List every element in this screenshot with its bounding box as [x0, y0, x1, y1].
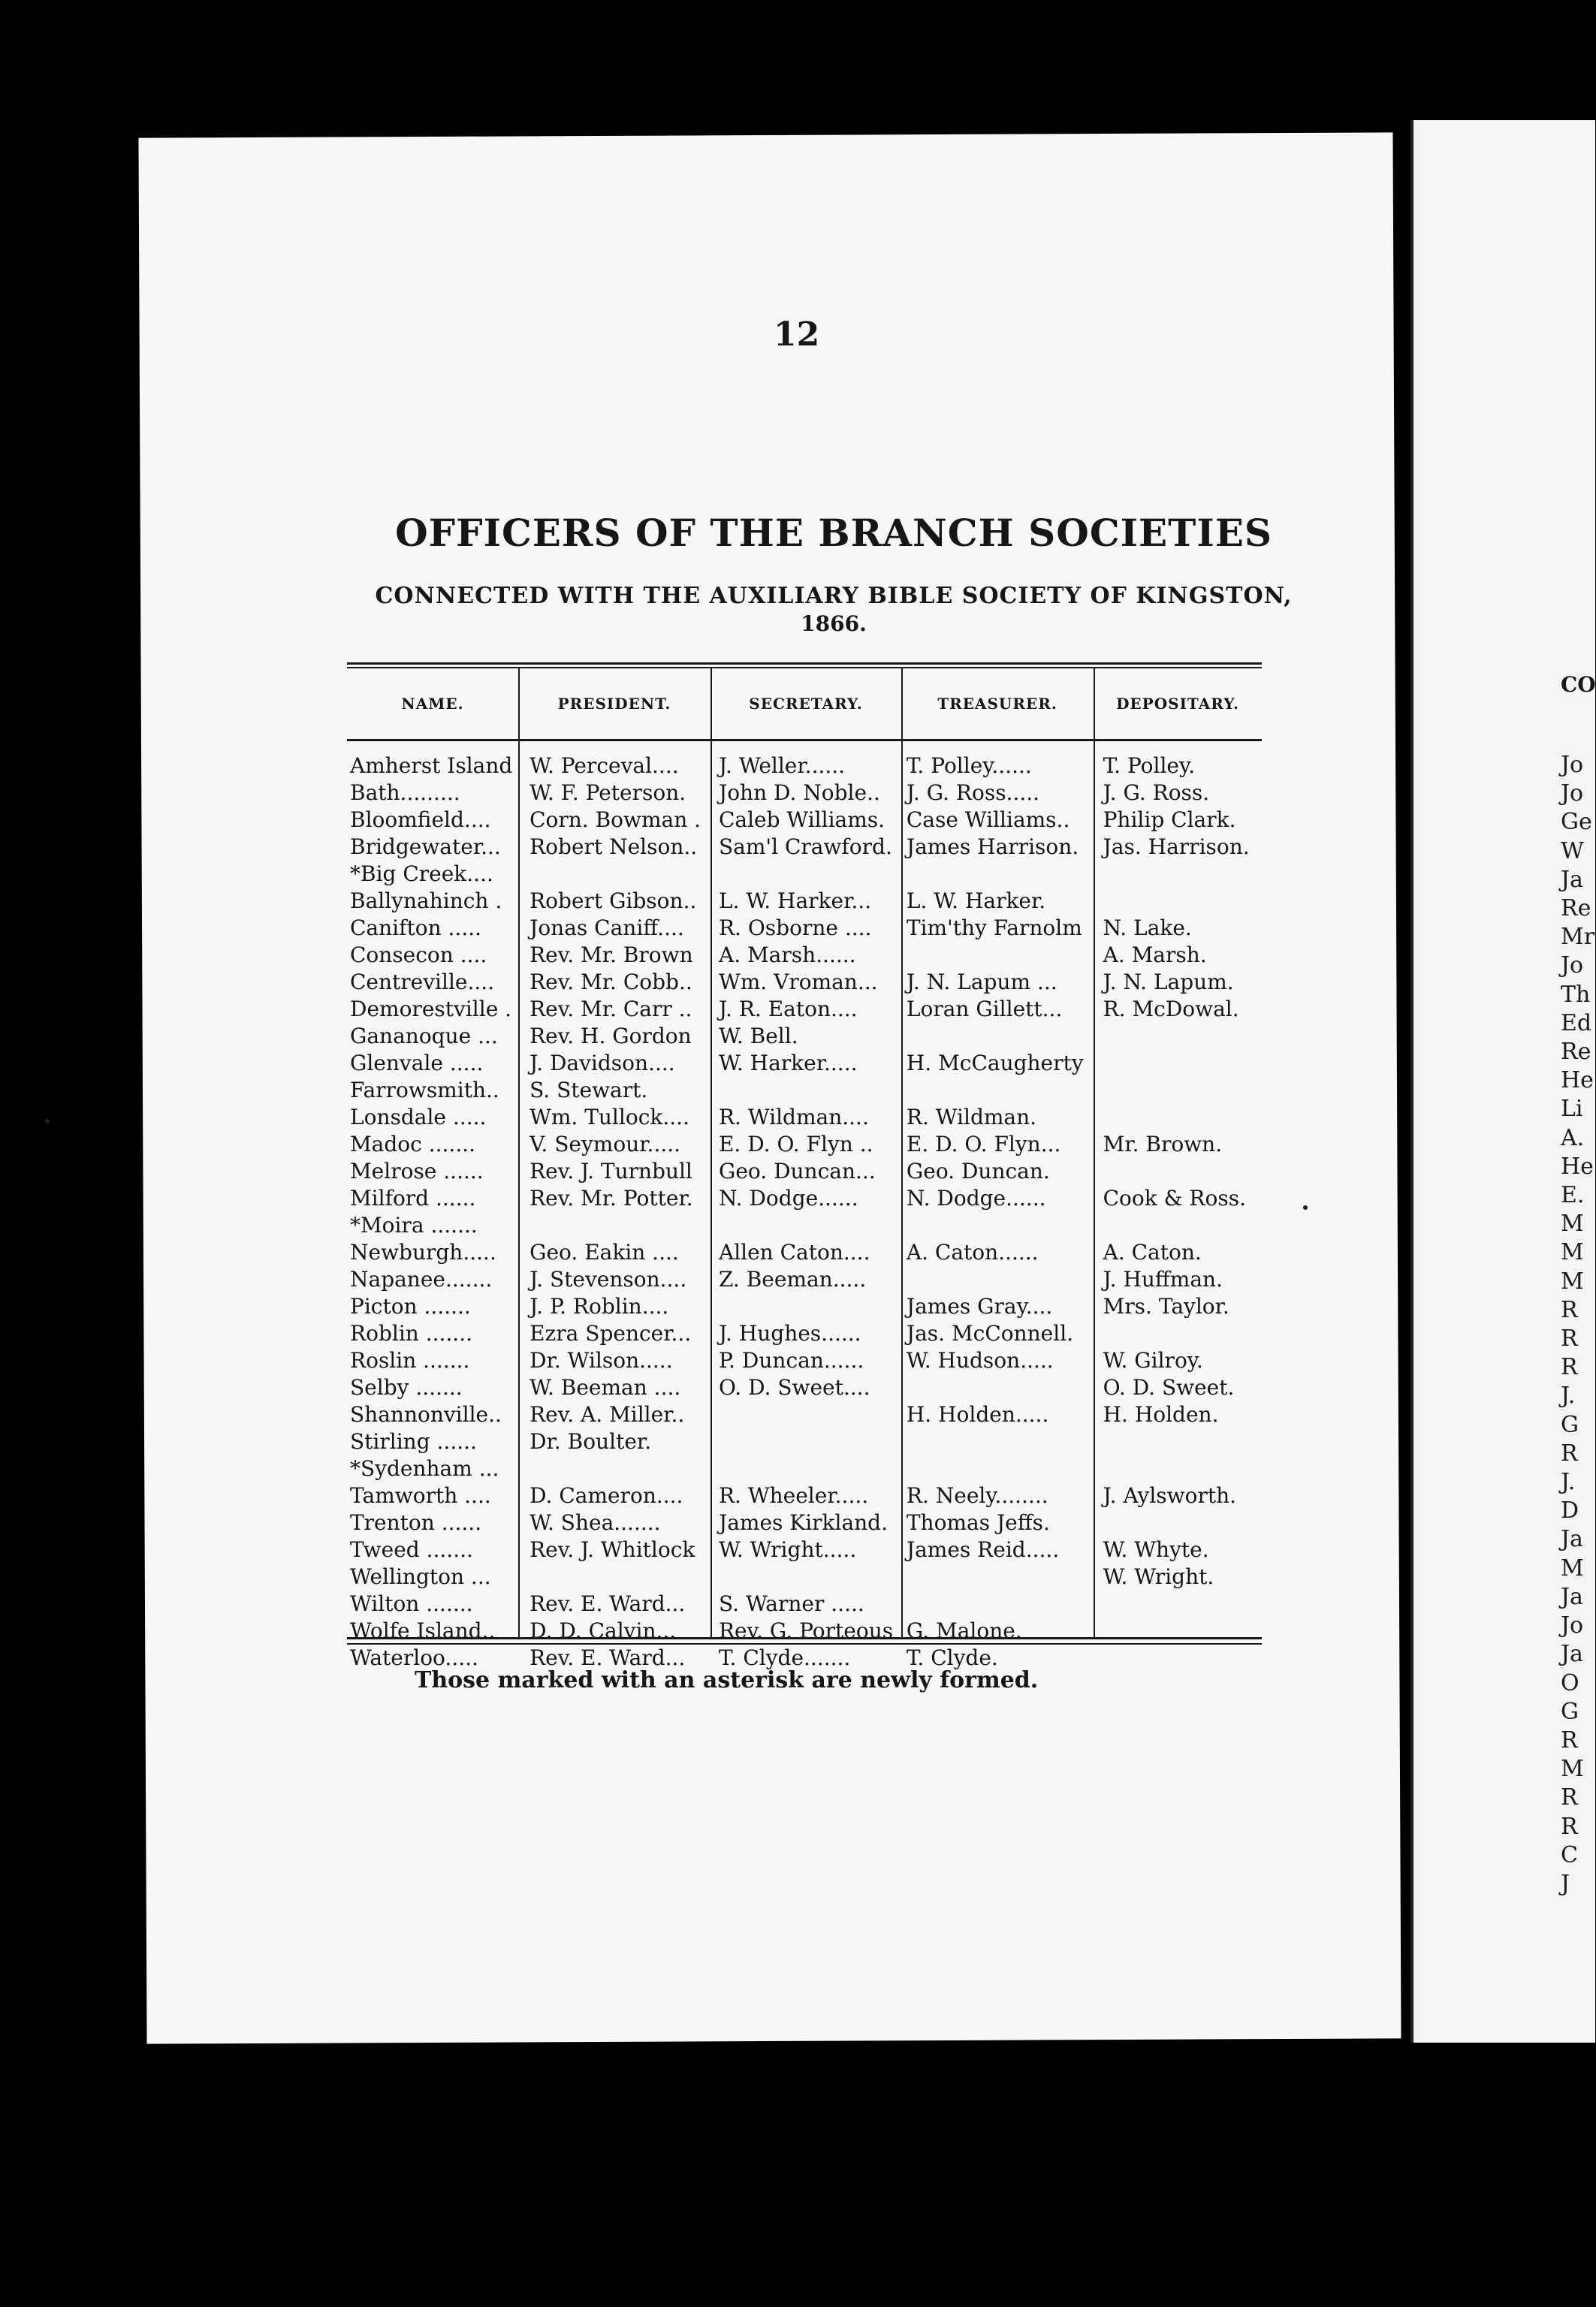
table-row	[347, 1266, 1262, 1293]
right-page-fragment: Ja	[1561, 1641, 1583, 1668]
president-cell: J. P. Roblin....	[529, 1294, 669, 1319]
president-cell: Rev. J. Whitlock	[529, 1537, 695, 1562]
society-name-cell: Milford ......	[350, 1186, 476, 1211]
president-cell	[522, 1564, 711, 1591]
society-name-cell: Farrowsmith..	[350, 1078, 499, 1102]
table-row	[347, 1455, 1262, 1482]
treasurer-cell: Thomas Jeffs.	[906, 1510, 1050, 1535]
secretary-cell: W. Harker.....	[718, 1051, 858, 1075]
right-page-fragment: Re	[1561, 895, 1591, 922]
treasurer-cell	[899, 1077, 1096, 1104]
president-cell: J. Stevenson....	[529, 1267, 687, 1292]
table-row	[347, 996, 1262, 1023]
table-row	[347, 1239, 1262, 1266]
depositary-cell	[1096, 1618, 1262, 1645]
depositary-cell	[1096, 861, 1262, 888]
society-name-cell: Roblin .......	[350, 1321, 473, 1346]
secretary-cell	[711, 1077, 899, 1104]
right-page-fragment: Jo	[1561, 952, 1584, 979]
footnote: Those marked with an asterisk are newly formed.	[415, 1667, 1039, 1693]
president-cell: W. F. Peterson.	[529, 780, 686, 805]
president-cell: S. Stewart.	[529, 1078, 648, 1102]
president-cell: Rev. Mr. Cobb..	[529, 970, 692, 994]
treasurer-cell	[899, 1374, 1096, 1401]
right-page-fragment: A.	[1561, 1124, 1585, 1151]
depositary-cell: A. Marsh.	[1103, 942, 1207, 967]
table-row	[347, 1428, 1262, 1455]
depositary-cell: Mr. Brown.	[1103, 1132, 1223, 1157]
secretary-cell	[711, 1293, 899, 1320]
president-cell: Geo. Eakin ....	[529, 1240, 679, 1265]
society-name-cell: *Moira .......	[350, 1213, 478, 1238]
depositary-cell: J. Huffman.	[1103, 1267, 1223, 1292]
president-cell	[522, 1455, 711, 1482]
president-cell: Jonas Caniff....	[529, 915, 684, 940]
president-cell: Dr. Wilson.....	[529, 1348, 673, 1373]
president-cell: Wm. Tullock....	[529, 1105, 689, 1129]
president-cell	[522, 1212, 711, 1239]
secretary-cell: L. W. Harker...	[718, 888, 872, 913]
secretary-cell	[711, 861, 899, 888]
treasurer-cell	[899, 861, 1096, 888]
secretary-cell: Rev. G. Porteous	[718, 1618, 894, 1643]
right-page-fragment: Jo	[1561, 780, 1584, 807]
president-cell: W. Shea.......	[529, 1510, 661, 1535]
table-row	[347, 1293, 1262, 1320]
header-depositary: DEPOSITARY.	[1116, 695, 1239, 713]
right-page-fragment: R	[1561, 1726, 1578, 1754]
treasurer-cell: Geo. Duncan.	[906, 1159, 1050, 1184]
table-row	[347, 1509, 1262, 1536]
table-row	[347, 1618, 1262, 1645]
treasurer-cell	[899, 1023, 1096, 1050]
treasurer-cell	[899, 1564, 1096, 1591]
right-page-fragment: Th	[1561, 981, 1591, 1008]
treasurer-cell	[899, 1455, 1096, 1482]
society-name-cell: *Sydenham ...	[350, 1456, 499, 1481]
depositary-cell: J. N. Lapum.	[1103, 970, 1234, 994]
right-page-fragment: M	[1561, 1239, 1584, 1266]
society-name-cell: Bath.........	[350, 780, 460, 805]
page-title: OFFICERS OF THE BRANCH SOCIETIES	[395, 511, 1272, 555]
society-name-cell: Stirling ......	[350, 1429, 477, 1454]
society-name-cell: Lonsdale .....	[350, 1105, 487, 1129]
secretary-cell: John D. Noble..	[718, 780, 880, 805]
depositary-cell: Philip Clark.	[1103, 807, 1236, 832]
depositary-cell	[1096, 1212, 1262, 1239]
secretary-cell: R. Wildman....	[718, 1105, 869, 1129]
secretary-cell: Wm. Vroman...	[718, 970, 878, 994]
depositary-cell	[1096, 1023, 1262, 1050]
secretary-cell: S. Warner .....	[718, 1591, 864, 1616]
depositary-cell	[1096, 1104, 1262, 1131]
page-subtitle: CONNECTED WITH THE AUXILIARY BIBLE SOCIETY OF KINGSTON,	[375, 583, 1293, 609]
right-page-fragment: He	[1561, 1153, 1594, 1180]
secretary-cell: Allen Caton....	[718, 1240, 870, 1265]
president-cell: Rev. J. Turnbull	[529, 1159, 692, 1184]
right-page-fragment: J.	[1561, 1383, 1576, 1410]
depositary-cell	[1096, 1591, 1262, 1618]
right-page-fragment: M	[1561, 1211, 1584, 1238]
right-page-fragment: R	[1561, 1296, 1578, 1323]
society-name-cell: Melrose ......	[350, 1159, 484, 1184]
treasurer-cell	[899, 1212, 1096, 1239]
president-cell: Rev. E. Ward...	[529, 1645, 686, 1670]
treasurer-cell: J. G. Ross.....	[906, 780, 1040, 805]
table-header-rule	[347, 739, 1262, 741]
treasurer-cell: W. Hudson.....	[906, 1348, 1054, 1373]
secretary-cell: Sam'l Crawford.	[718, 834, 892, 859]
table-row	[347, 915, 1262, 942]
depositary-cell: R. McDowal.	[1103, 997, 1239, 1021]
treasurer-cell: A. Caton......	[906, 1240, 1039, 1265]
secretary-cell: R. Wheeler.....	[718, 1483, 869, 1508]
president-cell: Rev. A. Miller..	[529, 1402, 685, 1427]
table-row	[347, 752, 1262, 780]
society-name-cell: Wellington ...	[350, 1564, 491, 1589]
table-row	[347, 1591, 1262, 1618]
society-name-cell: Wolfe Island..	[350, 1618, 496, 1643]
president-cell: W. Beeman ....	[529, 1375, 681, 1400]
president-cell	[522, 861, 711, 888]
right-page-fragment: Ed	[1561, 1009, 1592, 1036]
society-name-cell: Roslin .......	[350, 1348, 470, 1373]
secretary-cell	[711, 1212, 899, 1239]
right-page-fragment: Re	[1561, 1039, 1591, 1066]
right-page-fragment: R	[1561, 1784, 1578, 1811]
depositary-cell	[1096, 1428, 1262, 1455]
treasurer-cell: R. Neely........	[906, 1483, 1048, 1508]
secretary-cell	[711, 1428, 899, 1455]
secretary-cell: P. Duncan......	[718, 1348, 864, 1373]
depositary-cell: H. Holden.	[1103, 1402, 1219, 1427]
society-name-cell: Tweed .......	[350, 1537, 473, 1562]
table-top-rule-inner	[347, 667, 1262, 668]
depositary-cell	[1096, 1077, 1262, 1104]
president-cell: Robert Nelson..	[529, 834, 698, 859]
president-cell: Dr. Boulter.	[529, 1429, 652, 1454]
header-secretary: SECRETARY.	[749, 695, 863, 713]
society-name-cell: Consecon ....	[350, 942, 487, 967]
depositary-cell	[1096, 1320, 1262, 1347]
treasurer-cell	[899, 1266, 1096, 1293]
depositary-cell: Mrs. Taylor.	[1103, 1294, 1229, 1319]
secretary-cell: O. D. Sweet....	[718, 1375, 870, 1400]
president-cell: W. Perceval....	[529, 753, 679, 778]
president-cell: Rev. Mr. Potter.	[529, 1186, 693, 1211]
secretary-cell: Caleb Williams.	[718, 807, 885, 832]
president-cell: Rev. Mr. Carr ..	[529, 997, 692, 1021]
society-name-cell: Centreville....	[350, 970, 495, 994]
depositary-cell: A. Caton.	[1103, 1240, 1202, 1265]
table-bottom-rule	[347, 1637, 1262, 1639]
society-name-cell: Madoc .......	[350, 1132, 476, 1157]
president-cell: Rev. E. Ward...	[529, 1591, 686, 1616]
right-page-heading: CO	[1561, 672, 1596, 697]
secretary-cell: A. Marsh......	[718, 942, 856, 967]
treasurer-cell	[899, 1428, 1096, 1455]
society-name-cell: Bloomfield....	[350, 807, 491, 832]
treasurer-cell: H. McCaugherty	[906, 1051, 1084, 1075]
secretary-cell: W. Wright.....	[718, 1537, 857, 1562]
depositary-cell: N. Lake.	[1103, 915, 1192, 940]
depositary-cell: J. G. Ross.	[1103, 780, 1210, 805]
right-page-fragment: Ja	[1561, 866, 1583, 893]
depositary-cell: J. Aylsworth.	[1103, 1483, 1237, 1508]
treasurer-cell: Jas. McConnell.	[906, 1321, 1074, 1346]
right-page-fragment: R	[1561, 1440, 1578, 1467]
secretary-cell	[711, 1401, 899, 1428]
table-row	[347, 1536, 1262, 1564]
society-name-cell: Tamworth ....	[350, 1483, 491, 1508]
right-page-fragment: D	[1561, 1497, 1579, 1524]
depositary-cell: Jas. Harrison.	[1103, 834, 1250, 859]
depositary-cell: W. Wright.	[1103, 1564, 1214, 1589]
society-name-cell: Shannonville..	[350, 1402, 502, 1427]
president-cell: D. D. Calvin...	[529, 1618, 677, 1643]
right-page-fragment: M	[1561, 1268, 1584, 1295]
treasurer-cell: Loran Gillett...	[906, 997, 1063, 1021]
right-page-fragment: G	[1561, 1411, 1579, 1438]
right-page-fragment: C	[1561, 1841, 1578, 1868]
society-name-cell: Bridgewater...	[350, 834, 501, 859]
society-name-cell: *Big Creek....	[350, 861, 493, 886]
right-page-fragment: Jo	[1561, 1612, 1584, 1639]
depositary-cell: W. Whyte.	[1103, 1537, 1209, 1562]
right-page-fragment: Ge	[1561, 809, 1592, 836]
table-row	[347, 1023, 1262, 1050]
table-row	[347, 780, 1262, 807]
society-name-cell: Demorestville .	[350, 997, 512, 1021]
table-bottom-rule-inner	[347, 1643, 1262, 1645]
secretary-cell: J. R. Eaton....	[718, 997, 858, 1021]
right-page-fragment: J.	[1561, 1469, 1576, 1496]
president-cell: D. Cameron....	[529, 1483, 683, 1508]
table-row	[347, 888, 1262, 915]
secretary-cell	[711, 1564, 899, 1591]
treasurer-cell: Case Williams..	[906, 807, 1070, 832]
table-row	[347, 1347, 1262, 1374]
depositary-cell	[1096, 1050, 1262, 1077]
president-cell: Ezra Spencer...	[529, 1321, 692, 1346]
society-name-cell: Amherst Island	[350, 753, 513, 778]
right-page-fragment: M	[1561, 1756, 1584, 1783]
table-row	[347, 1401, 1262, 1428]
treasurer-cell: H. Holden.....	[906, 1402, 1049, 1427]
secretary-cell: W. Bell.	[718, 1024, 798, 1048]
right-page-fragment: G	[1561, 1698, 1579, 1725]
treasurer-cell: N. Dodge......	[906, 1186, 1046, 1211]
president-cell: Rev. H. Gordon	[529, 1024, 692, 1048]
depositary-cell: O. D. Sweet.	[1103, 1375, 1235, 1400]
depositary-cell: T. Polley.	[1103, 753, 1195, 778]
treasurer-cell: R. Wildman.	[906, 1105, 1037, 1129]
table-row	[347, 1320, 1262, 1347]
president-cell: Robert Gibson..	[529, 888, 697, 913]
right-page-fragment: He	[1561, 1067, 1594, 1094]
depositary-cell	[1096, 1509, 1262, 1536]
secretary-cell: Z. Beeman.....	[718, 1267, 867, 1292]
depositary-cell	[1096, 1645, 1262, 1672]
right-page-fragment: E.	[1561, 1182, 1585, 1209]
treasurer-cell: James Reid.....	[906, 1537, 1060, 1562]
society-name-cell: Waterloo.....	[350, 1645, 478, 1670]
secretary-cell	[711, 1455, 899, 1482]
table-row	[347, 1185, 1262, 1212]
president-cell: Rev. Mr. Brown	[529, 942, 693, 967]
society-name-cell: Canifton .....	[350, 915, 482, 940]
society-name-cell: Gananoque ...	[350, 1024, 498, 1048]
society-name-cell: Trenton ......	[350, 1510, 482, 1535]
secretary-cell: J. Weller......	[718, 753, 846, 778]
right-page-fragment: R	[1561, 1354, 1578, 1381]
table-row	[347, 834, 1262, 861]
right-page-fragment: Jo	[1561, 752, 1584, 778]
depositary-cell: Cook & Ross.	[1103, 1186, 1247, 1211]
right-page-fragment: Mr	[1561, 924, 1595, 951]
table-row	[347, 1564, 1262, 1591]
depositary-cell: W. Gilroy.	[1103, 1348, 1203, 1373]
right-page-fragment: W	[1561, 837, 1584, 864]
table-row	[347, 1050, 1262, 1077]
society-name-cell: Ballynahinch .	[350, 888, 502, 913]
secretary-cell: T. Clyde.......	[718, 1645, 851, 1670]
president-cell: V. Seymour.....	[529, 1132, 681, 1157]
treasurer-cell: L. W. Harker.	[906, 888, 1046, 913]
speck	[1303, 1205, 1308, 1210]
right-page-fragment: J	[1561, 1870, 1570, 1897]
year: 1866.	[801, 611, 867, 636]
table-row	[347, 1482, 1262, 1509]
header-president: PRESIDENT.	[557, 695, 671, 713]
right-page-fragment: R	[1561, 1813, 1578, 1840]
table-row	[347, 1374, 1262, 1401]
society-name-cell: Newburgh.....	[350, 1240, 496, 1265]
right-page-fragment: M	[1561, 1555, 1584, 1582]
right-page-fragment: R	[1561, 1325, 1578, 1353]
table-row	[347, 942, 1262, 969]
table-row	[347, 1212, 1262, 1239]
table-row	[347, 1158, 1262, 1185]
secretary-cell: N. Dodge......	[718, 1186, 858, 1211]
table-row	[347, 807, 1262, 834]
secretary-cell: E. D. O. Flyn ..	[718, 1132, 873, 1157]
table-row	[347, 1077, 1262, 1104]
president-cell: Corn. Bowman .	[529, 807, 701, 832]
right-page-fragment: Ja	[1561, 1583, 1583, 1610]
society-name-cell: Selby .......	[350, 1375, 463, 1400]
secretary-cell: Geo. Duncan...	[718, 1159, 876, 1184]
speck	[45, 1119, 50, 1123]
table-row	[347, 969, 1262, 996]
society-name-cell: Napanee.......	[350, 1267, 493, 1292]
table-row	[347, 1131, 1262, 1158]
treasurer-cell	[899, 942, 1096, 969]
officers-table	[347, 752, 1262, 1672]
table-top-rule	[347, 662, 1262, 665]
right-page-fragment: Ja	[1561, 1526, 1583, 1553]
treasurer-cell: T. Clyde.	[906, 1645, 998, 1670]
treasurer-cell: James Gray....	[906, 1294, 1053, 1319]
header-treasurer: TREASURER.	[937, 695, 1057, 713]
table-row	[347, 1104, 1262, 1131]
treasurer-cell: T. Polley......	[906, 753, 1032, 778]
right-page-fragments	[1561, 751, 1594, 1898]
president-cell: J. Davidson....	[529, 1051, 675, 1075]
society-name-cell: Glenvale .....	[350, 1051, 484, 1075]
page-number: 12	[774, 315, 820, 354]
depositary-cell	[1096, 1158, 1262, 1185]
treasurer-cell: E. D. O. Flyn...	[906, 1132, 1061, 1157]
depositary-cell	[1096, 888, 1262, 915]
treasurer-cell: G. Malone.	[906, 1618, 1022, 1643]
treasurer-cell: Tim'thy Farnolm	[906, 915, 1082, 940]
secretary-cell: R. Osborne ....	[718, 915, 872, 940]
treasurer-cell: J. N. Lapum ...	[906, 970, 1057, 994]
secretary-cell: James Kirkland.	[718, 1510, 889, 1535]
society-name-cell: Wilton .......	[350, 1591, 473, 1616]
depositary-cell	[1096, 1455, 1262, 1482]
right-page-fragment: O	[1561, 1669, 1579, 1696]
treasurer-cell	[899, 1591, 1096, 1618]
header-name: NAME.	[401, 695, 464, 713]
treasurer-cell: James Harrison.	[906, 834, 1079, 859]
right-page-fragment: Li	[1561, 1096, 1583, 1123]
table-row	[347, 861, 1262, 888]
society-name-cell: Picton .......	[350, 1294, 471, 1319]
secretary-cell: J. Hughes......	[718, 1321, 861, 1346]
